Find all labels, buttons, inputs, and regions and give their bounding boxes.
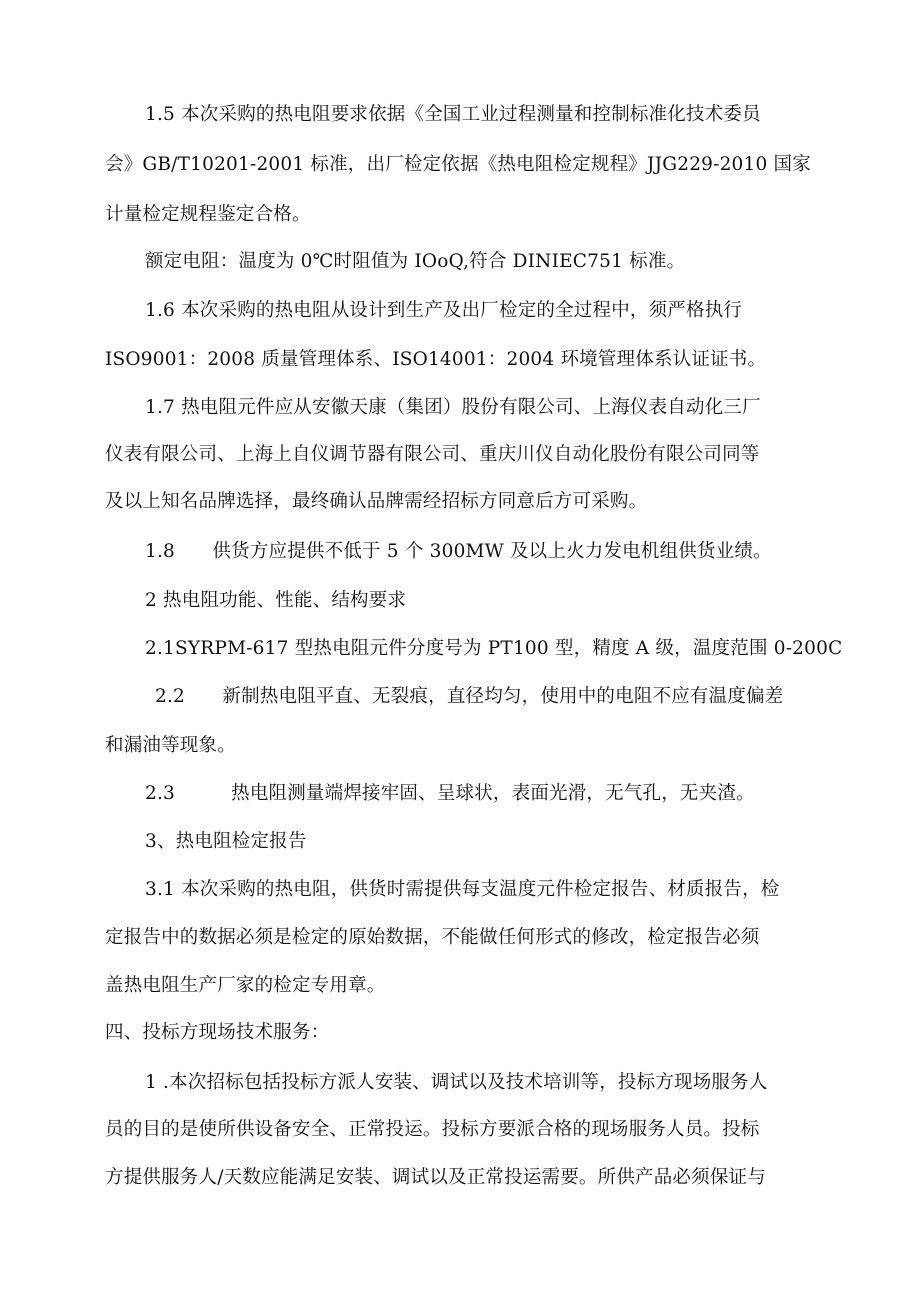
section-3-heading: 3、热电阻检定报告 [145, 831, 307, 852]
section-2-heading: 2 热电阻功能、性能、结构要求 [145, 590, 407, 611]
paragraph-3-1-line-1: 3.1 本次采购的热电阻，供货时需提供每支温度元件检定报告、材质报告，检 [145, 879, 780, 900]
paragraph-2-2-line-1: 2.2 新制热电阻平直、无裂痕，直径均匀，使用中的电阻不应有温度偏差 [155, 686, 784, 707]
rated-resistance-line: 额定电阻：温度为 0℃时阻值为 IOoQ,符合 DINIEC751 标准。 [145, 251, 686, 272]
paragraph-2-3: 2.3 热电阻测量端焊接牢固、呈球状，表面光滑，无气孔，无夹渣。 [145, 783, 755, 804]
paragraph-3-1-line-3: 盖热电阻生产厂家的检定专用章。 [105, 975, 386, 996]
section-4-heading: 四、投标方现场技术服务： [105, 1022, 330, 1043]
paragraph-4-1-line-1: 1 .本次招标包括投标方派人安装、调试以及技术培训等，投标方现场服务人 [145, 1072, 768, 1093]
paragraph-1-6-line-2: ISO9001：2008 质量管理体系、ISO14001：2004 环境管理体系认证证书。 [105, 349, 767, 370]
paragraph-4-1-line-3: 方提供服务人/天数应能满足安装、调试以及正常投运需要。所供产品必须保证与 [105, 1167, 766, 1188]
paragraph-1-6-line-1: 1.6 本次采购的热电阻从设计到生产及出厂检定的全过程中，须严格执行 [145, 300, 743, 321]
paragraph-3-1-line-2: 定报告中的数据必须是检定的原始数据，不能做任何形式的修改，检定报告必须 [105, 927, 760, 948]
paragraph-4-1-line-2: 员的目的是使所供设备安全、正常投运。投标方要派合格的现场服务人员。投标 [105, 1119, 760, 1140]
paragraph-1-5-line-2: 会》GB/T10201-2001 标准，出厂检定依据《热电阻检定规程》JJG229-2010 国家 [105, 154, 811, 175]
paragraph-1-5-line-3: 计量检定规程鉴定合格。 [105, 204, 311, 225]
paragraph-1-7-line-1: 1.7 热电阻元件应从安徽天康（集团）股份有限公司、上海仪表自动化三厂 [145, 397, 761, 418]
paragraph-1-7-line-2: 仪表有限公司、上海上自仪调节器有限公司、重庆川仪自动化股份有限公司同等 [105, 444, 760, 465]
paragraph-1-5-line-1: 1.5 本次采购的热电阻要求依据《全国工业过程测量和控制标准化技术委员 [145, 104, 761, 125]
paragraph-2-2-line-2: 和漏油等现象。 [105, 735, 236, 756]
paragraph-1-8: 1.8 供货方应提供不低于 5 个 300MW 及以上火力发电机组供货业绩。 [145, 541, 772, 562]
paragraph-2-1: 2.1SYRPM-617 型热电阻元件分度号为 PT100 型，精度 A 级，温度范围 0-200C [145, 638, 843, 659]
paragraph-1-7-line-3: 及以上知名品牌选择，最终确认品牌需经招标方同意后方可采购。 [105, 491, 648, 512]
